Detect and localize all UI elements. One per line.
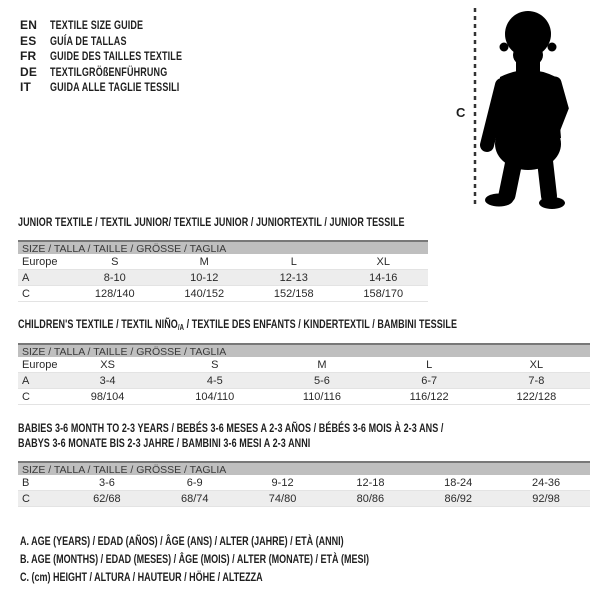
babies-size-table <box>18 475 590 507</box>
size-cell: 12-13 <box>249 270 339 286</box>
size-cell: 62/68 <box>63 491 151 507</box>
language-code: EN <box>20 18 38 32</box>
size-cell: 152/158 <box>249 286 339 302</box>
table-row <box>18 254 428 270</box>
size-cell: 3-4 <box>54 373 161 389</box>
size-cell: 74/80 <box>239 491 327 507</box>
table-row <box>18 286 428 302</box>
size-cell: M <box>268 357 375 373</box>
language-label: GUIDE DES TAILLES TEXTILE <box>50 49 183 63</box>
size-cell: 128/140 <box>70 286 160 302</box>
children-table-title <box>18 318 457 334</box>
size-cell: XL <box>483 357 590 373</box>
language-label: GUIDA ALLE TAGLIE TESSILI <box>50 80 180 94</box>
language-code: FR <box>20 49 37 63</box>
size-cell: 7-8 <box>483 373 590 389</box>
junior-size-table <box>18 254 428 302</box>
size-header-bar: SIZE / TALLA / TAILLE / GRÖSSE / TAGLIA <box>18 461 590 475</box>
language-code: DE <box>20 64 38 79</box>
size-cell: L <box>376 357 483 373</box>
baby-figure <box>450 3 590 210</box>
row-label: Europe <box>18 254 70 270</box>
babies-table-section <box>18 461 590 507</box>
language-code: ES <box>20 33 37 48</box>
language-row-en <box>20 18 226 34</box>
table-row <box>18 475 590 491</box>
table-row <box>18 373 590 389</box>
size-cell: 4-5 <box>161 373 268 389</box>
size-cell: 104/110 <box>161 389 268 405</box>
junior-table-title: JUNIOR TEXTILE / TEXTIL JUNIOR/ TEXTILE JUNIOR / JUNIORTEXTIL / JUNIOR TESSILE <box>18 215 405 229</box>
row-label: A <box>18 373 54 389</box>
row-label: C <box>18 491 63 507</box>
row-label: C <box>18 389 54 405</box>
note-b: B. AGE (MONTHS) / EDAD (MESES) / ÂGE (MOIS) / ALTER (MONATE) / ETÀ (MESI) <box>20 552 369 566</box>
children-size-table <box>18 357 590 405</box>
baby-figure-svg <box>450 3 590 210</box>
size-cell: 8-10 <box>70 270 160 286</box>
size-header-bar: SIZE / TALLA / TAILLE / GRÖSSE / TAGLIA <box>18 343 590 357</box>
size-cell: 98/104 <box>54 389 161 405</box>
note-a: A. AGE (YEARS) / EDAD (AÑOS) / ÂGE (ANS) / ALTER (JAHRE) / ETÀ (ANNI) <box>20 534 344 548</box>
size-cell: 122/128 <box>483 389 590 405</box>
size-cell: 18-24 <box>414 475 502 491</box>
title-part: CHILDREN'S TEXTILE / TEXTIL NIÑO <box>18 317 178 331</box>
language-code: IT <box>20 80 32 94</box>
size-cell: 6-9 <box>151 475 239 491</box>
language-label: TEXTILGRÖßENFÜHRUNG <box>50 64 168 79</box>
size-cell: 10-12 <box>160 270 250 286</box>
row-label: C <box>18 286 70 302</box>
row-label: B <box>18 475 63 491</box>
size-cell: 68/74 <box>151 491 239 507</box>
table-row <box>18 389 590 405</box>
language-row-fr <box>20 49 226 65</box>
size-cell: 140/152 <box>160 286 250 302</box>
babies-table-title-line2: BABYS 3-6 MONATE BIS 2-3 JAHRE / BAMBINI 3-6 MESI A 2-3 ANNI <box>18 436 311 450</box>
table-row <box>18 270 428 286</box>
size-cell: 110/116 <box>268 389 375 405</box>
size-cell: 12-18 <box>326 475 414 491</box>
babies-table-title-line1: BABIES 3-6 MONTH TO 2-3 YEARS / BEBÉS 3-6 MESES A 2-3 AÑOS / BÉBÉS 3-6 MOIS À 2-3 ANS / <box>18 421 444 435</box>
language-row-it <box>20 80 226 96</box>
note-c: C. (cm) HEIGHT / ALTURA / HAUTEUR / HÖHE / ALTEZZA <box>20 570 263 584</box>
size-cell: 24-36 <box>502 475 590 491</box>
size-cell: 9-12 <box>239 475 327 491</box>
row-label: Europe <box>18 357 54 373</box>
table-row <box>18 357 590 373</box>
junior-table-section <box>18 240 428 302</box>
size-cell: 92/98 <box>502 491 590 507</box>
language-label: TEXTILE SIZE GUIDE <box>50 18 144 32</box>
size-cell: 14-16 <box>339 270 429 286</box>
size-cell: 86/92 <box>414 491 502 507</box>
language-row-de <box>20 65 226 81</box>
size-cell: 116/122 <box>376 389 483 405</box>
size-cell: M <box>160 254 250 270</box>
language-label: GUÍA DE TALLAS <box>50 33 127 48</box>
size-cell: 80/86 <box>326 491 414 507</box>
title-part: / TEXTILE DES ENFANTS / KINDERTEXTIL / BAMBINI TESSILE <box>184 317 458 331</box>
height-measure-label: C <box>456 105 466 120</box>
language-row-es <box>20 34 226 50</box>
size-header-bar: SIZE / TALLA / TAILLE / GRÖSSE / TAGLIA <box>18 240 428 254</box>
size-cell: 158/170 <box>339 286 429 302</box>
table-row <box>18 491 590 507</box>
size-cell: 3-6 <box>63 475 151 491</box>
size-cell: XS <box>54 357 161 373</box>
size-cell: 5-6 <box>268 373 375 389</box>
baby-silhouette-icon <box>485 11 565 209</box>
row-label: A <box>18 270 70 286</box>
size-cell: S <box>161 357 268 373</box>
size-cell: XL <box>339 254 429 270</box>
legend-notes <box>20 532 600 586</box>
size-cell: L <box>249 254 339 270</box>
title-part-subscript: /A <box>177 323 185 332</box>
children-table-section <box>18 343 590 405</box>
size-cell: 6-7 <box>376 373 483 389</box>
size-cell: S <box>70 254 160 270</box>
language-list <box>20 18 226 96</box>
